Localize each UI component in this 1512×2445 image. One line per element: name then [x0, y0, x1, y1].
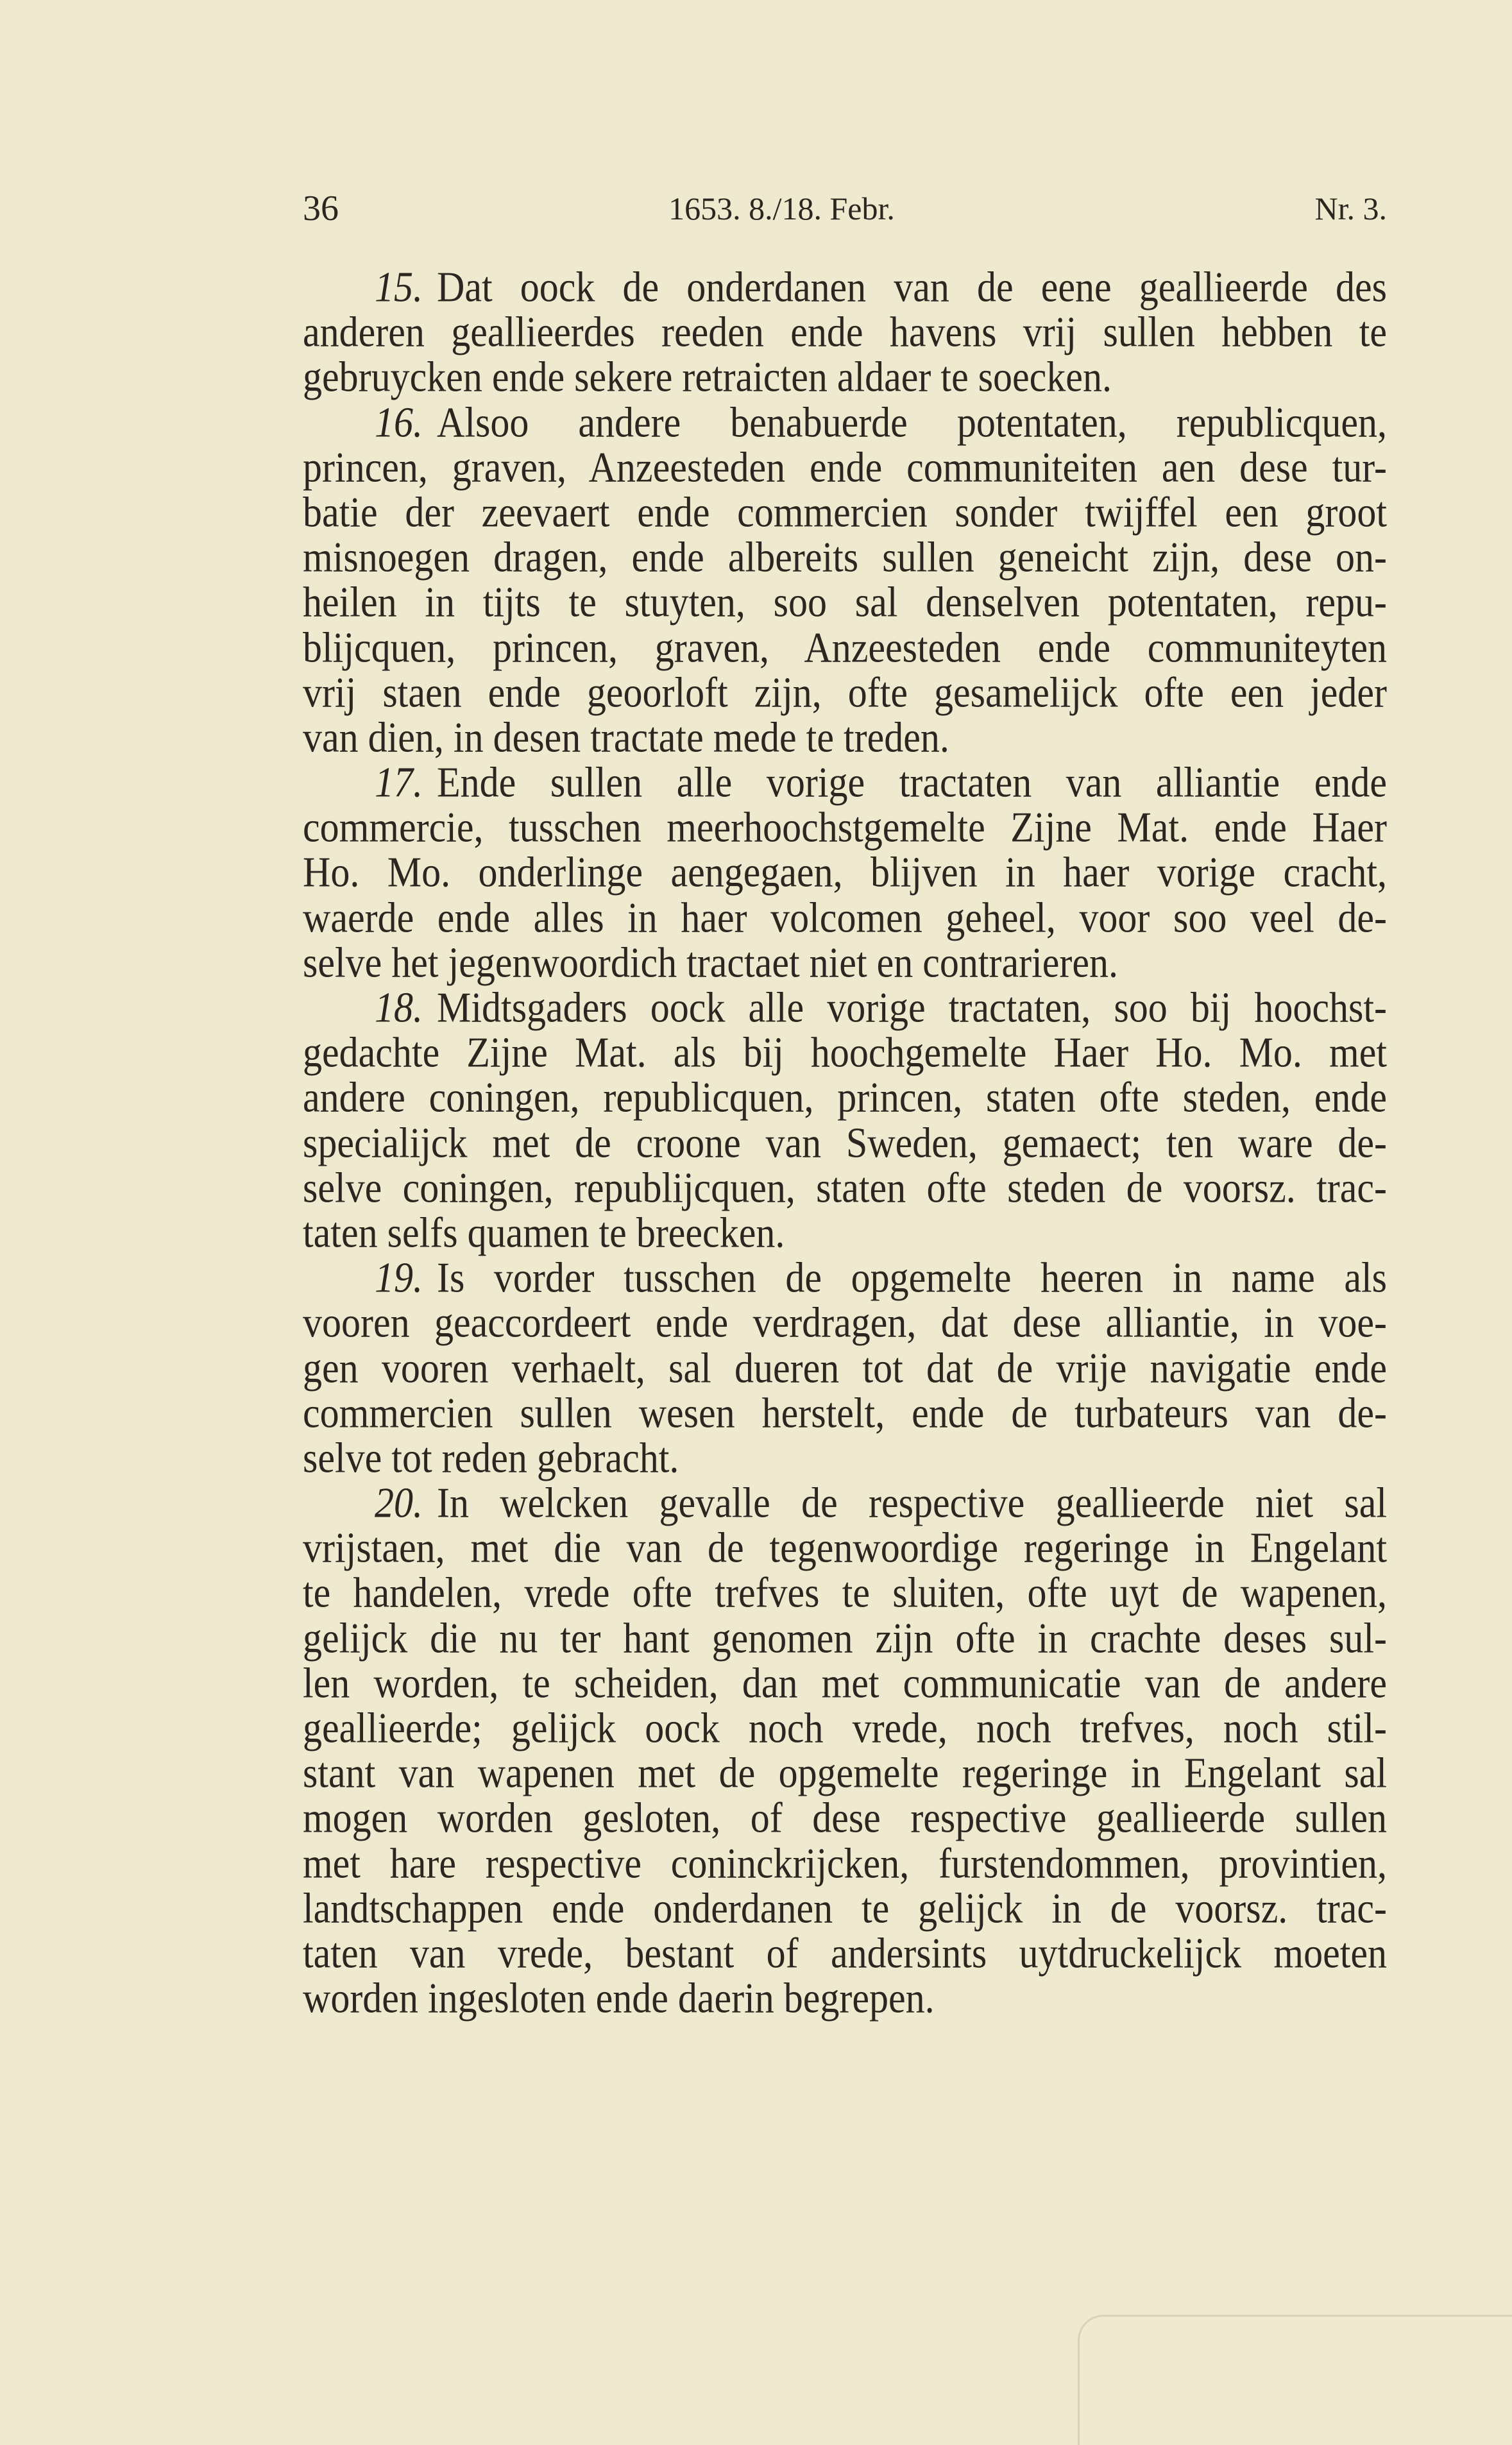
- text-line: [303, 712, 1387, 763]
- text-line: [303, 1027, 1387, 1078]
- document-number: Nr. 3.: [1314, 191, 1387, 226]
- text-line: [303, 1163, 1387, 1213]
- line-text: princen, graven, Anzeesteden ende communiteiten aen dese tur-: [303, 443, 1387, 491]
- line-text: selve het jegenwoordich tractaet niet en contrarieren.: [303, 938, 1119, 986]
- text-line: [303, 1883, 1387, 1934]
- line-text: taten selfs quamen te breecken.: [303, 1208, 785, 1256]
- article-paragraph: [303, 1255, 1387, 1480]
- text-line: [303, 1478, 1387, 1528]
- line-text: vooren geaccordeert ende verdragen, dat dese alliantie, in voe-: [303, 1299, 1387, 1347]
- line-text: specialijck met de croone van Sweden, gemaect; ten ware de-: [303, 1118, 1387, 1166]
- line-text: blijcquen, princen, graven, Anzeesteden ende communiteyten: [303, 623, 1387, 671]
- text-line: [303, 1433, 1387, 1483]
- article-number: 19.: [375, 1254, 423, 1302]
- line-text: Ho. Mo. onderlinge aengegaen, blijven in haer vorige cracht,: [303, 848, 1387, 896]
- line-text: anderen geallieerdes reeden ende havens vrij sullen hebben te: [303, 308, 1387, 356]
- text-line: [303, 667, 1387, 717]
- text-line: [303, 1658, 1387, 1708]
- line-text: worden ingesloten ende daerin begrepen.: [303, 1974, 935, 2022]
- line-text: gen vooren verhaelt, sal dueren tot dat de vrije navigatie ende: [303, 1343, 1387, 1392]
- page-corner-mark: [1078, 2315, 1512, 2445]
- line-text: heilen in tijts te stuyten, soo sal denselven potentaten, repu-: [303, 578, 1387, 626]
- line-text: taten van vrede, bestant of andersints uytdruckelijck moeten: [303, 1929, 1387, 1977]
- text-line: [303, 892, 1387, 942]
- text-line: [303, 1207, 1387, 1258]
- line-text: commercien sullen wesen herstelt, ende de turbateurs van de-: [303, 1388, 1387, 1436]
- line-text: stant van wapenen met de opgemelte regeringe in Engelant sal: [303, 1749, 1387, 1797]
- article-number: 16.: [375, 398, 423, 446]
- article-number: 18.: [375, 984, 423, 1031]
- text-line: [303, 352, 1387, 402]
- text-line: [303, 1973, 1387, 2023]
- line-text: van dien, in desen tractate mede te treden.: [303, 713, 949, 761]
- text-line: [303, 937, 1387, 988]
- line-text: selve tot reden gebracht.: [303, 1433, 679, 1481]
- line-text: In welcken gevalle de respective geallieerde niet sal: [437, 1479, 1387, 1527]
- line-text: vrijstaen, met die van de tegenwoordige regeringe in Engelant: [303, 1524, 1387, 1572]
- text-line: [303, 1928, 1387, 1979]
- line-text: misnoegen dragen, ende albereits sullen geneicht zijn, dese on-: [303, 533, 1387, 581]
- line-text: gelijck die nu ter hant genomen zijn ofte in crachte deses sul-: [303, 1614, 1387, 1662]
- text-line: [303, 1072, 1387, 1123]
- text-line: [303, 1748, 1387, 1798]
- running-title: 1653. 8./18. Febr.: [668, 191, 895, 226]
- text-line: [303, 577, 1387, 627]
- line-text: Is vorder tusschen de opgemelte heeren in name als: [437, 1254, 1387, 1302]
- page-number: 36: [303, 189, 339, 228]
- text-line: [303, 1117, 1387, 1168]
- line-text: mogen worden gesloten, of dese respective geallieerde sullen: [303, 1794, 1387, 1842]
- line-text: landtschappen ende onderdanen te gelijck in de voorsz. trac-: [303, 1884, 1387, 1932]
- text-line: [303, 487, 1387, 538]
- text-line: [303, 1612, 1387, 1663]
- article-number: 17.: [375, 758, 423, 806]
- text-line: [303, 1567, 1387, 1618]
- line-text: waerde ende alles in haer volcomen geheel, voor soo veel de-: [303, 893, 1387, 941]
- text-line: [303, 982, 1387, 1033]
- text-line: [303, 1297, 1387, 1348]
- article-paragraph: [303, 760, 1387, 985]
- text-line: [303, 1522, 1387, 1573]
- line-text: batie der zeevaert ende commercien sonder twijffel een groot: [303, 488, 1387, 536]
- text-line: [303, 847, 1387, 898]
- line-text: gebruycken ende sekere retraicten aldaer te soecken.: [303, 353, 1112, 401]
- line-text: selve coningen, republijcquen, staten ofte steden de voorsz. trac-: [303, 1163, 1387, 1211]
- text-line: [303, 1837, 1387, 1888]
- text-line: [303, 307, 1387, 357]
- article-paragraph: [303, 264, 1387, 400]
- text-line: [303, 1342, 1387, 1393]
- document-body: [303, 264, 1387, 2020]
- line-text: Ende sullen alle vorige tractaten van alliantie ende: [437, 758, 1387, 806]
- article-paragraph: [303, 985, 1387, 1255]
- article-number: 15.: [375, 263, 423, 311]
- text-line: [303, 442, 1387, 493]
- text-line: [303, 532, 1387, 583]
- line-text: andere coningen, republicquen, princen, staten ofte steden, ende: [303, 1073, 1387, 1121]
- line-text: Alsoo andere benabuerde potentaten, republicquen,: [437, 398, 1387, 446]
- line-text: gedachte Zijne Mat. als bij hoochgemelte Haer Ho. Mo. met: [303, 1028, 1387, 1077]
- text-line: [303, 757, 1387, 808]
- text-line: [303, 396, 1387, 447]
- text-line: [303, 262, 1387, 312]
- text-line: [303, 1703, 1387, 1753]
- article-paragraph: [303, 1480, 1387, 2020]
- line-text: Midtsgaders oock alle vorige tractaten, soo bij hoochst-: [437, 984, 1387, 1031]
- line-text: len worden, te scheiden, dan met communicatie van de andere: [303, 1658, 1387, 1707]
- article-number: 20.: [375, 1479, 423, 1527]
- line-text: commercie, tusschen meerhoochstgemelte Zijne Mat. ende Haer: [303, 803, 1387, 851]
- line-text: met hare respective coninckrijcken, furstendommen, provintien,: [303, 1839, 1387, 1887]
- line-text: te handelen, vrede ofte trefves te sluiten, ofte uyt de wapenen,: [303, 1569, 1387, 1617]
- text-line: [303, 622, 1387, 672]
- line-text: geallieerde; gelijck oock noch vrede, noch trefves, noch stil-: [303, 1704, 1387, 1751]
- line-text: vrij staen ende geoorloft zijn, ofte gesamelijck ofte een jeder: [303, 668, 1387, 716]
- text-line: [303, 1793, 1387, 1843]
- text-line: [303, 1252, 1387, 1303]
- text-line: [303, 802, 1387, 853]
- text-line: [303, 1387, 1387, 1438]
- line-text: Dat oock de onderdanen van de eene geallieerde des: [437, 263, 1387, 311]
- article-paragraph: [303, 400, 1387, 760]
